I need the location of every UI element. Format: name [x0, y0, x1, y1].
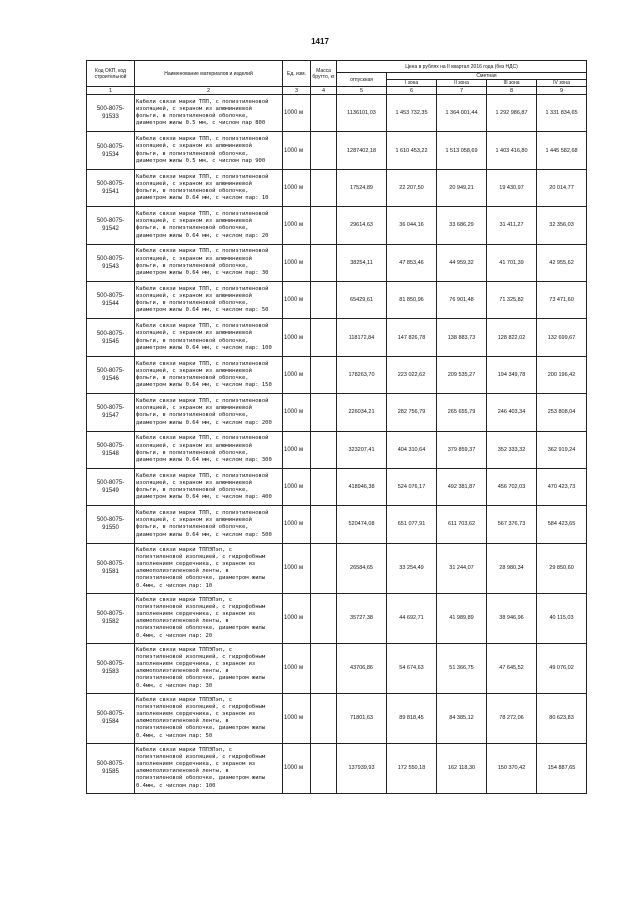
unit: 1000 м	[283, 319, 311, 356]
price-zone-4: 132 699,67	[537, 319, 587, 356]
material-name: Кабели связи марки ТПП, с полиэтиленовой изоляцией, с экраном из алюминиевой фольги, в полиэтиленовой оболочке, диаметром жилы 0.5 мм, с числом пар 900	[135, 132, 283, 169]
price-zone-2: 611 703,62	[437, 506, 487, 543]
table-row	[87, 169, 587, 206]
price-otpusk: 118172,84	[337, 319, 387, 356]
price-zone-1: 33 254,49	[387, 543, 437, 593]
unit: 1000 м	[283, 95, 311, 132]
material-code: 500-8075- 91544	[87, 281, 135, 318]
price-zone-3: 38 946,96	[487, 593, 537, 643]
price-zone-3: 78 272,06	[487, 693, 537, 743]
price-otpusk: 178263,70	[337, 356, 387, 393]
header-smetnaya: Сметная	[387, 73, 587, 80]
price-zone-2: 41 989,89	[437, 593, 487, 643]
col-num: 9	[537, 87, 587, 95]
price-otpusk: 29614,63	[337, 207, 387, 244]
material-code: 500-8075- 91543	[87, 244, 135, 281]
price-zone-2: 492 381,87	[437, 468, 487, 505]
material-code: 500-8075- 91585	[87, 743, 135, 793]
price-zone-1: 22 207,50	[387, 169, 437, 206]
gross-mass	[311, 244, 337, 281]
table-row	[87, 431, 587, 468]
unit: 1000 м	[283, 743, 311, 793]
header-name: Наименование материалов и изделий	[135, 61, 283, 87]
price-otpusk: 226034,21	[337, 394, 387, 431]
table-row	[87, 593, 587, 643]
gross-mass	[311, 281, 337, 318]
material-name: Кабели связи марки ТПП, с полиэтиленовой изоляцией, с экраном из алюминиевой фольги, в полиэтиленовой оболочке, диаметром жилы 0.64 мм, с числом пар: 50	[135, 281, 283, 318]
price-zone-3: 31 411,27	[487, 207, 537, 244]
material-code: 500-8075- 91547	[87, 394, 135, 431]
col-num: 3	[283, 87, 311, 95]
price-zone-4: 32 356,03	[537, 207, 587, 244]
header-otpusk: отпускная	[337, 73, 387, 87]
material-name: Кабели связи марки ТПП, с полиэтиленовой изоляцией, с экраном из алюминиевой фольги, в полиэтиленовой оболочке, диаметром жилы 0.64 мм, с числом пар: 200	[135, 394, 283, 431]
price-otpusk: 35727,38	[337, 593, 387, 643]
gross-mass	[311, 95, 337, 132]
col-num: 1	[87, 87, 135, 95]
unit: 1000 м	[283, 356, 311, 393]
price-zone-1: 47 853,46	[387, 244, 437, 281]
material-name: Кабели связи марки ТПП, с полиэтиленовой изоляцией, с экраном из алюминиевой фольги, в полиэтиленовой оболочке, диаметром жилы 0.64 мм, с числом пар: 10	[135, 169, 283, 206]
price-zone-4: 40 115,03	[537, 593, 587, 643]
price-zone-3: 194 349,78	[487, 356, 537, 393]
price-zone-2: 44 959,32	[437, 244, 487, 281]
table-row	[87, 319, 587, 356]
price-zone-2: 138 883,73	[437, 319, 487, 356]
header-zone-2: II зона	[437, 80, 487, 87]
page-number: 1417	[311, 37, 329, 46]
material-name: Кабели связи марки ТПП, с полиэтиленовой изоляцией, с экраном из алюминиевой фольги, в полиэтиленовой оболочке, диаметром жилы 0.5 мм, с числом пар 800	[135, 95, 283, 132]
gross-mass	[311, 468, 337, 505]
price-otpusk: 520474,08	[337, 506, 387, 543]
price-zone-1: 282 756,79	[387, 394, 437, 431]
price-zone-2: 76 901,48	[437, 281, 487, 318]
material-code: 500-8075- 91542	[87, 207, 135, 244]
table-row	[87, 543, 587, 593]
material-code: 500-8075- 91533	[87, 95, 135, 132]
price-zone-4: 200 196,42	[537, 356, 587, 393]
price-zone-3: 28 980,34	[487, 543, 537, 593]
price-zone-4: 49 076,02	[537, 643, 587, 693]
price-zone-2: 379 859,37	[437, 431, 487, 468]
price-zone-4: 362 919,24	[537, 431, 587, 468]
price-zone-3: 567 376,73	[487, 506, 537, 543]
price-zone-1: 147 826,78	[387, 319, 437, 356]
price-zone-1: 1 610 453,22	[387, 132, 437, 169]
material-code: 500-8075- 91584	[87, 693, 135, 743]
price-otpusk: 418946,38	[337, 468, 387, 505]
price-otpusk: 1287402,18	[337, 132, 387, 169]
material-code: 500-8075- 91582	[87, 593, 135, 643]
price-zone-1: 36 044,16	[387, 207, 437, 244]
price-zone-3: 1 292 986,87	[487, 95, 537, 132]
price-zone-2: 265 655,79	[437, 394, 487, 431]
col-num: 4	[311, 87, 337, 95]
unit: 1000 м	[283, 169, 311, 206]
gross-mass	[311, 207, 337, 244]
table-row	[87, 643, 587, 693]
price-zone-1: 172 550,18	[387, 743, 437, 793]
unit: 1000 м	[283, 693, 311, 743]
header-zone-3: III зона	[487, 80, 537, 87]
material-code: 500-8075- 91545	[87, 319, 135, 356]
material-name: Кабели связи марки ТПП, с полиэтиленовой изоляцией, с экраном из алюминиевой фольги, в полиэтиленовой оболочке, диаметром жилы 0.64 мм, с числом пар: 150	[135, 356, 283, 393]
price-zone-4: 584 423,65	[537, 506, 587, 543]
col-num: 5	[337, 87, 387, 95]
gross-mass	[311, 394, 337, 431]
price-zone-3: 19 430,97	[487, 169, 537, 206]
price-zone-3: 71 325,82	[487, 281, 537, 318]
material-code: 500-8075- 91541	[87, 169, 135, 206]
price-table	[86, 60, 587, 794]
gross-mass	[311, 356, 337, 393]
price-zone-2: 33 686,29	[437, 207, 487, 244]
price-zone-2: 20 949,21	[437, 169, 487, 206]
material-code: 500-8075- 91548	[87, 431, 135, 468]
price-zone-3: 150 370,42	[487, 743, 537, 793]
table-row	[87, 281, 587, 318]
price-zone-3: 246 403,34	[487, 394, 537, 431]
material-name: Кабели связи марки ТПП, с полиэтиленовой изоляцией, с экраном из алюминиевой фольги, в полиэтиленовой оболочке, диаметром жилы 0.64 мм, с числом пар: 20	[135, 207, 283, 244]
material-code: 500-8075- 91549	[87, 468, 135, 505]
price-zone-1: 404 310,64	[387, 431, 437, 468]
unit: 1000 м	[283, 394, 311, 431]
price-otpusk: 1136101,03	[337, 95, 387, 132]
price-zone-1: 81 850,96	[387, 281, 437, 318]
header-zone-4: IV зона	[537, 80, 587, 87]
price-zone-3: 456 702,03	[487, 468, 537, 505]
price-zone-3: 1 403 416,80	[487, 132, 537, 169]
gross-mass	[311, 506, 337, 543]
material-name: Кабели связи марки ТППЭПэп, с полиэтиленовой изоляцией, с гидрофобным заполнением сердечника, с экраном из алюмополиэтиленовой ленты, в полиэтиленовой оболочке, диаметром жилы 0.4мм, с числом пар: 10	[135, 543, 283, 593]
table-row	[87, 468, 587, 505]
material-code: 500-8075- 91534	[87, 132, 135, 169]
table-row	[87, 743, 587, 793]
price-otpusk: 17524,89	[337, 169, 387, 206]
table-row	[87, 132, 587, 169]
table-row	[87, 693, 587, 743]
price-zone-1: 524 076,17	[387, 468, 437, 505]
price-zone-1: 1 453 732,35	[387, 95, 437, 132]
price-zone-2: 84 385,12	[437, 693, 487, 743]
price-zone-1: 54 674,63	[387, 643, 437, 693]
price-zone-2: 1 513 058,69	[437, 132, 487, 169]
material-name: Кабели связи марки ТПП, с полиэтиленовой изоляцией, с экраном из алюминиевой фольги, в полиэтиленовой оболочке, диаметром жилы 0.64 мм, с числом пар: 400	[135, 468, 283, 505]
unit: 1000 м	[283, 468, 311, 505]
gross-mass	[311, 543, 337, 593]
material-name: Кабели связи марки ТППЭПэп, с полиэтиленовой изоляцией, с гидрофобным заполнением сердечника, с экраном из алюмополиэтиленовой ленты, в полиэтиленовой оболочке, диаметром жилы 0.4мм, с числом пар: 20	[135, 593, 283, 643]
unit: 1000 м	[283, 543, 311, 593]
col-num: 7	[437, 87, 487, 95]
material-name: Кабели связи марки ТПП, с полиэтиленовой изоляцией, с экраном из алюминиевой фольги, в полиэтиленовой оболочке, диаметром жилы 0.64 мм, с числом пар: 500	[135, 506, 283, 543]
price-zone-2: 162 118,30	[437, 743, 487, 793]
table-row	[87, 244, 587, 281]
col-num: 2	[135, 87, 283, 95]
header-zone-1: I зона	[387, 80, 437, 87]
header-code: Код ОКП, код строительной	[87, 61, 135, 87]
unit: 1000 м	[283, 643, 311, 693]
price-zone-2: 1 364 001,44	[437, 95, 487, 132]
price-zone-2: 31 244,07	[437, 543, 487, 593]
header-mass: Масса брутто, кг	[311, 61, 337, 87]
col-num: 6	[387, 87, 437, 95]
material-name: Кабели связи марки ТПП, с полиэтиленовой изоляцией, с экраном из алюминиевой фольги, в полиэтиленовой оболочке, диаметром жилы 0.64 мм, с числом пар: 300	[135, 431, 283, 468]
unit: 1000 м	[283, 431, 311, 468]
material-code: 500-8075- 91546	[87, 356, 135, 393]
price-otpusk: 323207,41	[337, 431, 387, 468]
unit: 1000 м	[283, 244, 311, 281]
price-otpusk: 137939,93	[337, 743, 387, 793]
price-otpusk: 26584,65	[337, 543, 387, 593]
price-zone-4: 29 850,60	[537, 543, 587, 593]
material-code: 500-8075- 91583	[87, 643, 135, 693]
price-zone-1: 44 692,71	[387, 593, 437, 643]
price-zone-3: 352 333,32	[487, 431, 537, 468]
gross-mass	[311, 743, 337, 793]
gross-mass	[311, 169, 337, 206]
price-otpusk: 71801,63	[337, 693, 387, 743]
header-price-group: Цена в рублях на II квартал 2016 года (без НДС)	[337, 61, 587, 73]
column-numbers-row	[87, 87, 587, 95]
table-row	[87, 506, 587, 543]
material-name: Кабели связи марки ТППЭПэп, с полиэтиленовой изоляцией, с гидрофобным заполнением сердечника, с экраном из алюмополиэтиленовой ленты, в полиэтиленовой оболочке, диаметром жилы 0.4мм, с числом пар: 100	[135, 743, 283, 793]
material-name: Кабели связи марки ТППЭПэп, с полиэтиленовой изоляцией, с гидрофобным заполнением сердечника, с экраном из алюмополиэтиленовой ленты, в полиэтиленовой оболочке, диаметром жилы 0.4мм, с числом пар: 50	[135, 693, 283, 743]
material-name: Кабели связи марки ТПП, с полиэтиленовой изоляцией, с экраном из алюминиевой фольги, в полиэтиленовой оболочке, диаметром жилы 0.64 мм, с числом пар: 100	[135, 319, 283, 356]
price-zone-4: 42 955,62	[537, 244, 587, 281]
price-zone-3: 47 645,52	[487, 643, 537, 693]
gross-mass	[311, 593, 337, 643]
price-otpusk: 65429,61	[337, 281, 387, 318]
unit: 1000 м	[283, 281, 311, 318]
table-row	[87, 95, 587, 132]
price-zone-1: 89 818,45	[387, 693, 437, 743]
table-row	[87, 394, 587, 431]
unit: 1000 м	[283, 207, 311, 244]
gross-mass	[311, 643, 337, 693]
material-code: 500-8075- 91581	[87, 543, 135, 593]
gross-mass	[311, 132, 337, 169]
header-unit: Ед. изм.	[283, 61, 311, 87]
price-zone-2: 51 366,75	[437, 643, 487, 693]
price-zone-4: 73 471,60	[537, 281, 587, 318]
price-zone-4: 253 808,04	[537, 394, 587, 431]
unit: 1000 м	[283, 506, 311, 543]
price-zone-3: 41 701,39	[487, 244, 537, 281]
price-zone-2: 209 535,27	[437, 356, 487, 393]
gross-mass	[311, 693, 337, 743]
price-zone-1: 651 077,91	[387, 506, 437, 543]
price-zone-4: 1 445 582,68	[537, 132, 587, 169]
price-otpusk: 38254,11	[337, 244, 387, 281]
unit: 1000 м	[283, 132, 311, 169]
price-zone-1: 223 022,62	[387, 356, 437, 393]
material-name: Кабели связи марки ТППЭПэп, с полиэтиленовой изоляцией, с гидрофобным заполнением сердечника, с экраном из алюмополиэтиленовой ленты, в полиэтиленовой оболочке, диаметром жилы 0.4мм, с числом пар: 30	[135, 643, 283, 693]
material-name: Кабели связи марки ТПП, с полиэтиленовой изоляцией, с экраном из алюминиевой фольги, в полиэтиленовой оболочке, диаметром жилы 0.64 мм, с числом пар: 30	[135, 244, 283, 281]
price-otpusk: 43706,86	[337, 643, 387, 693]
gross-mass	[311, 431, 337, 468]
price-zone-4: 80 623,83	[537, 693, 587, 743]
price-zone-3: 128 822,02	[487, 319, 537, 356]
unit: 1000 м	[283, 593, 311, 643]
price-zone-4: 20 014,77	[537, 169, 587, 206]
material-code: 500-8075- 91550	[87, 506, 135, 543]
table-row	[87, 207, 587, 244]
price-zone-4: 154 887,65	[537, 743, 587, 793]
price-zone-4: 1 331 834,65	[537, 95, 587, 132]
table-row	[87, 356, 587, 393]
price-zone-4: 470 423,73	[537, 468, 587, 505]
col-num: 8	[487, 87, 537, 95]
gross-mass	[311, 319, 337, 356]
